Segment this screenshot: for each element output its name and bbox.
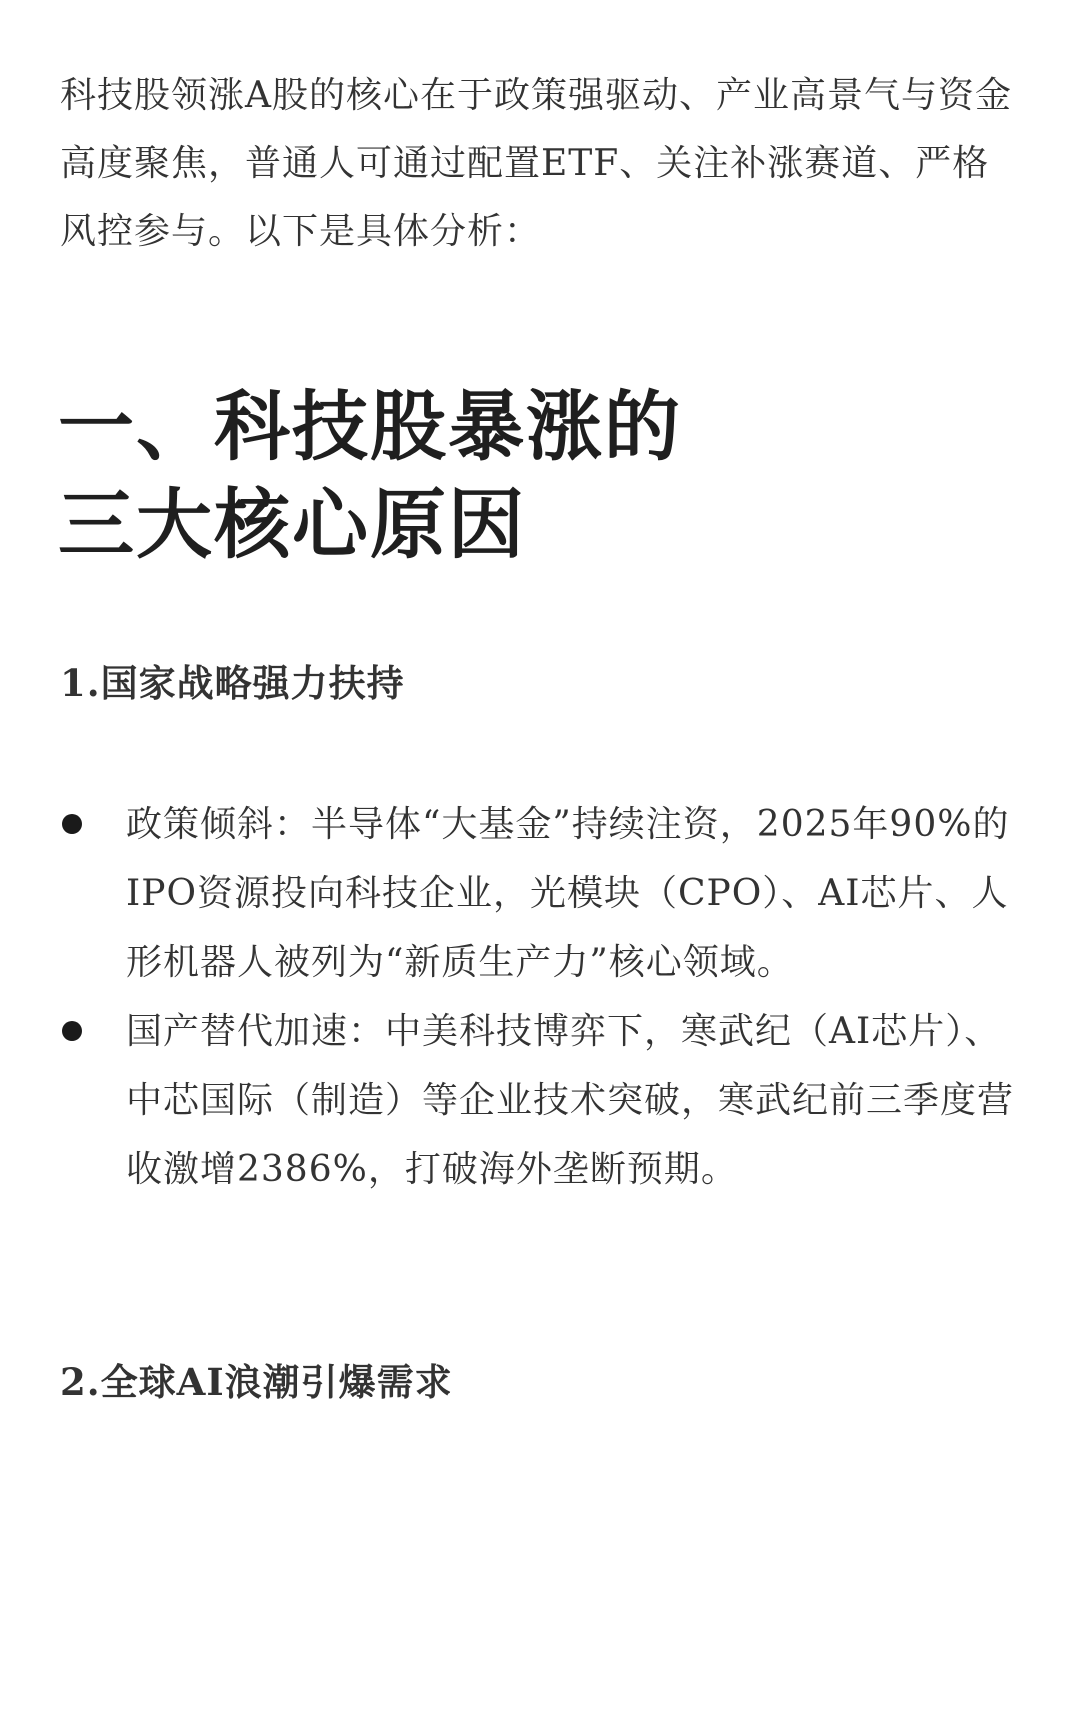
bullet-text-policy: 政策倾斜：半导体“大基金”持续注资，2025年90%的IPO资源投向科技企业，光模块（CPO）、AI芯片、人形机器人被列为“新质生产力”核心领域。 bbox=[126, 804, 1010, 983]
section-title-line-1: 一、科技股暴涨的 bbox=[58, 382, 682, 471]
bullet-text-domestic-substitution: 国产替代加速：中美科技博弈下，寒武纪（AI芯片）、中芯国际（制造）等企业技术突破，寒武纪前三季度营收激增2386%，打破海外垄断预期。 bbox=[126, 1011, 1015, 1190]
list-item bbox=[60, 997, 1022, 1204]
subheading-national-strategy: 1.国家战略强力扶持 bbox=[60, 661, 405, 705]
bullet-dot-icon bbox=[62, 814, 82, 834]
bullet-dot-icon bbox=[62, 1021, 82, 1041]
section-title-line-2: 三大核心原因 bbox=[58, 480, 526, 569]
section-title bbox=[58, 378, 958, 574]
bullet-list bbox=[60, 790, 1022, 1204]
list-item bbox=[60, 790, 1022, 997]
subheading-global-ai: 2.全球AI浪潮引爆需求 bbox=[60, 1360, 453, 1404]
intro-paragraph: 科技股领涨A股的核心在于政策强驱动、产业高景气与资金高度聚焦，普通人可通过配置ETF、关注补涨赛道、严格风控参与。以下是具体分析： bbox=[60, 75, 1012, 252]
